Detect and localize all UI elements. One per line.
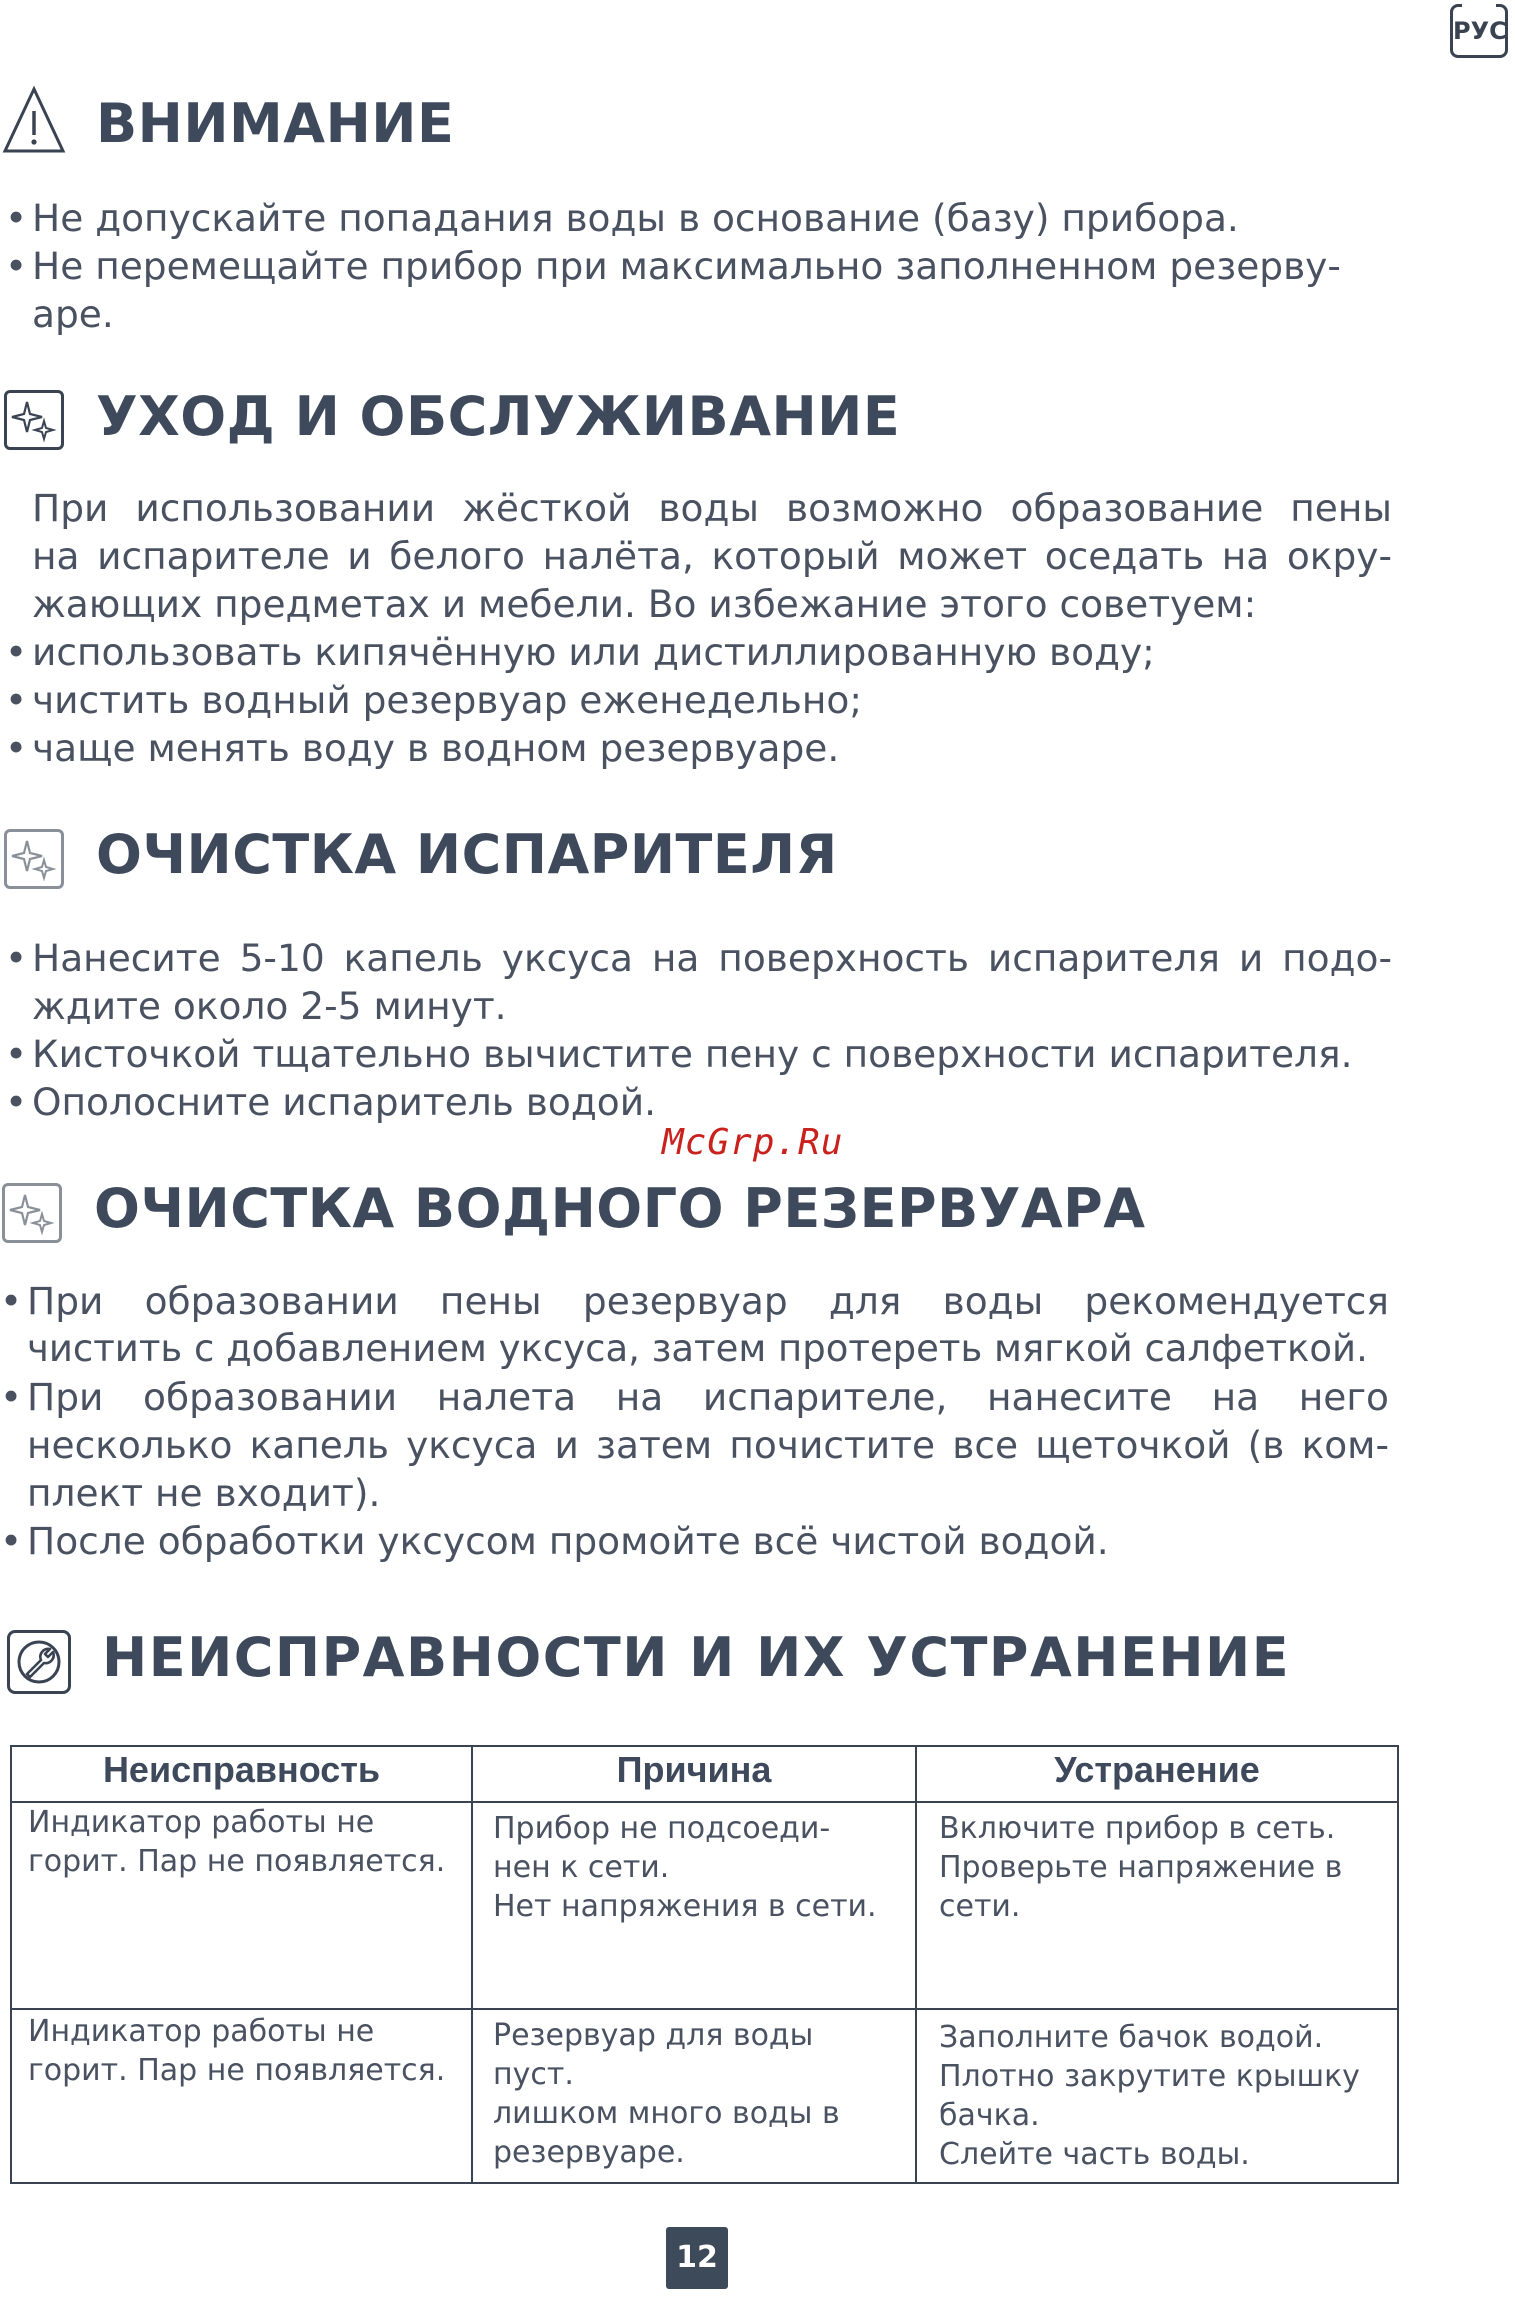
fix-cell: Включите прибор в сеть. Проверьте напряжение в сети. [916,1802,1398,2009]
list-item-continuation: аре. [32,292,114,336]
column-header-problem: Неисправность [11,1746,472,1802]
tank-icon-frame [2,1183,62,1243]
problem-cell: Индикатор работы не горит. Пар не появляется. [11,1802,472,2009]
list-item: • Не перемещайте прибор при максимально заполненном резерву- [5,244,1341,288]
sparkle-icon [5,1186,59,1240]
cause-cell: Прибор не подсоеди- нен к сети. Нет напряжения в сети. [472,1802,916,2009]
table-header-row [11,1746,1398,1802]
list-item-continuation: чистить с добавлением уксуса, затем протереть мягкой салфеткой. [27,1327,1368,1370]
sparkle-icon [7,832,61,886]
list-item: • При образовании налета на испарителе, нанесите на него [0,1375,1389,1419]
column-header-cause: Причина [472,1746,916,1802]
list-item: • После обработки уксусом промойте всё чистой водой. [0,1519,1109,1563]
warning-triangle-icon [2,85,66,155]
troubleshooting-title: НЕИСПРАВНОСТИ И ИХ УСТРАНЕНИЕ [102,1626,1291,1689]
list-item: • Не допускайте попадания воды в основание (базу) прибора. [5,196,1239,240]
evaporator-title: ОЧИСТКА ИСПАРИТЕЛЯ [96,823,838,886]
table-row [11,1802,1398,2009]
evaporator-icon-frame [4,829,64,889]
fix-cell: Заполните бачок водой. Плотно закрутите крышку бачка. Слейте часть воды. [916,2009,1398,2183]
care-title: УХОД И ОБСЛУЖИВАНИЕ [96,385,901,448]
paragraph-line: жающих предметах и мебели. Во избежание этого советуем: [32,582,1257,626]
list-item-continuation: плект не входит). [27,1471,381,1515]
warning-body [5,194,1392,338]
table-row [11,2009,1398,2183]
paragraph-line: При использовании жёсткой воды возможно образование пены [32,486,1392,530]
sparkle-icon [7,393,61,447]
evaporator-body [5,934,1392,1126]
problem-cell: Индикатор работы не горит. Пар не появляется. [11,2009,472,2183]
list-item: • Ополосните испаритель водой. [5,1080,657,1124]
paragraph-line: на испарителе и белого налёта, который может оседать на окру- [32,534,1392,578]
troubleshooting-table [10,1745,1399,2184]
tank-title: ОЧИСТКА ВОДНОГО РЕЗЕРВУАРА [94,1177,1146,1240]
language-badge: РУС [1450,4,1508,58]
list-item: • использовать кипячённую или дистиллированную воду; [5,630,1155,674]
list-item: • чаще менять воду в водном резервуаре. [5,726,840,770]
list-item: • Кисточкой тщательно вычистите пену с поверхности испарителя. [5,1032,1353,1076]
list-item: • При образовании пены резервуар для воды рекомендуется [0,1279,1389,1323]
page-number: 12 [666,2227,728,2289]
care-icon-frame [4,390,64,450]
column-header-fix: Устранение [916,1746,1398,1802]
warning-title: ВНИМАНИЕ [96,92,455,155]
watermark: McGrp.Ru [662,1122,844,1163]
cause-cell: Резервуар для воды пуст. лишком много воды в резервуаре. [472,2009,916,2183]
list-item-continuation: ждите около 2-5 минут. [32,984,507,1028]
list-item: • чистить водный резервуар еженедельно; [5,678,862,722]
list-item-continuation: несколько капель уксуса и затем почистите все щеточкой (в ком- [27,1423,1389,1467]
troubleshooting-icon-frame [7,1630,71,1694]
care-body [5,484,1392,772]
list-item: • Нанесите 5-10 капель уксуса на поверхность испарителя и подо- [5,936,1392,980]
tank-body [0,1277,1389,1565]
badge-tab-gap [1462,0,1496,10]
wrench-icon [10,1633,68,1691]
